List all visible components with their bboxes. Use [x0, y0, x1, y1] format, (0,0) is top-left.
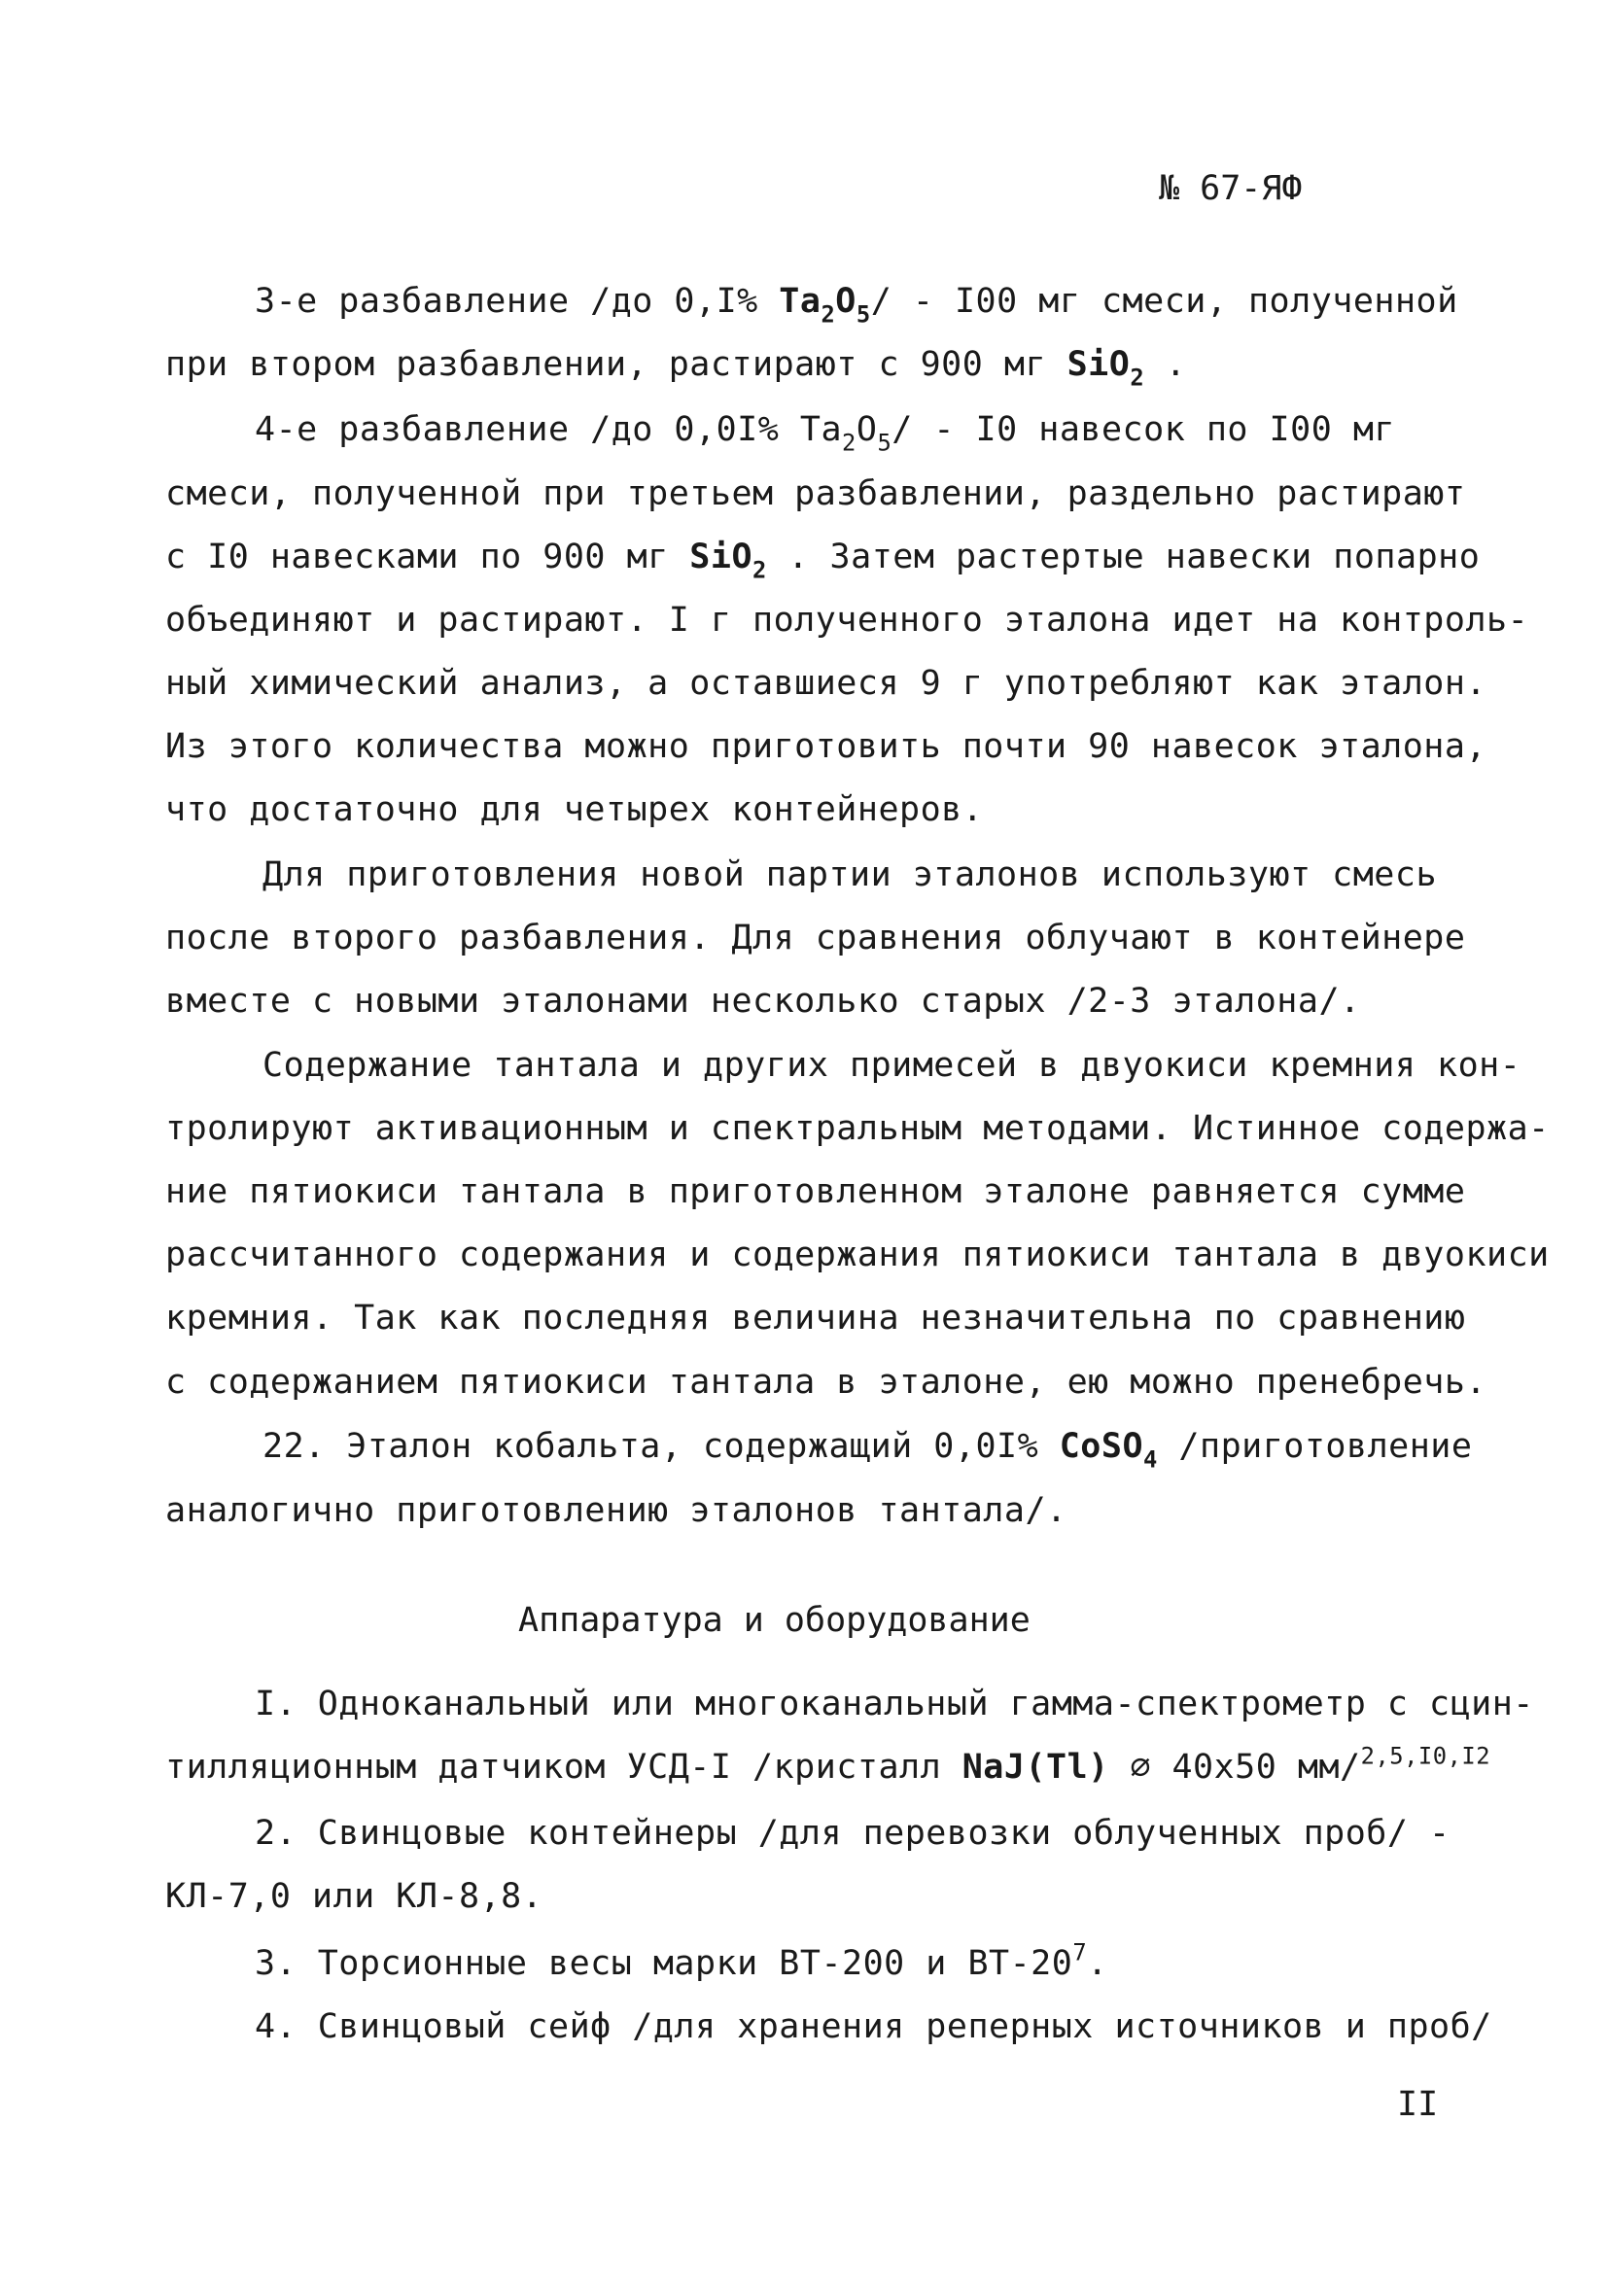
- paragraph-content-control-line-2: тролируют активационным и спектральным методами. Истинное содержа-: [165, 1109, 1550, 1148]
- paragraph-fourth-dilution-line-3: [165, 538, 1481, 584]
- paragraph-cobalt-standard-line-1: [262, 1427, 1473, 1474]
- equipment-item-2-line-2: КЛ-7,0 или КЛ-8,8.: [165, 1877, 543, 1916]
- section-heading: Аппаратура и оборудование: [518, 1601, 1031, 1640]
- document-number: № 67-ЯФ: [1159, 169, 1303, 208]
- text: . Затем растертые навески попарно: [766, 538, 1481, 576]
- text: при втором разбавлении, растирают с 900 мг: [165, 345, 1067, 384]
- text: 3-е разбавление /до 0,I%: [255, 282, 780, 321]
- formula-sio2: SiO$_2$: [689, 538, 767, 584]
- paragraph-content-control-line-4: рассчитанного содержания и содержания пятиокиси тантала в двуокиси: [165, 1235, 1550, 1274]
- paragraph-new-batch-line-3: вместе с новыми эталонами несколько старых /2-3 эталона/.: [165, 982, 1361, 1021]
- formula-naj-tl: NaJ(Tl): [961, 1748, 1109, 1787]
- text: .: [1144, 345, 1187, 384]
- formula-coso4: CoSO$_4$: [1059, 1427, 1158, 1474]
- formula-ta2o5: $Ta_2O_5$: [779, 282, 871, 329]
- paragraph-content-control-line-5: кремния. Так как последняя величина незначительна по сравнению: [165, 1299, 1466, 1338]
- paragraph-fourth-dilution-line-5: ный химический анализ, а оставшиеся 9 г употребляют как эталон.: [165, 664, 1487, 703]
- paragraph-fourth-dilution-line-4: объединяют и растирают. I г полученного эталона идет на контроль-: [165, 601, 1529, 640]
- reference-superscript: 7: [1072, 1938, 1088, 1966]
- paragraph-cobalt-standard-line-2: аналогично приготовлению эталонов тантала/.: [165, 1491, 1067, 1530]
- paragraph-content-control-line-3: ние пятиокиси тантала в приготовленном эталоне равняется сумме: [165, 1172, 1466, 1211]
- paragraph-new-batch-line-1: Для приготовления новой партии эталонов используют смесь: [262, 855, 1438, 894]
- text: /приготовление: [1157, 1427, 1473, 1466]
- paragraph-third-dilution-line-1: [255, 282, 1458, 329]
- text: 22. Эталон кобальта, содержащий 0,0I%: [262, 1427, 1060, 1466]
- paragraph-third-dilution-line-2: [165, 345, 1187, 392]
- paragraph-content-control-line-1: Содержание тантала и других примесей в двуокиси кремния кон-: [262, 1046, 1521, 1085]
- paragraph-fourth-dilution-line-7: что достаточно для четырех контейнеров.: [165, 790, 984, 829]
- paragraph-fourth-dilution-line-1: [255, 410, 1395, 457]
- formula-sio2: SiO$_2$: [1066, 345, 1145, 392]
- text: тилляционным датчиком УСД-I /кристалл: [165, 1748, 962, 1787]
- page-number: II: [1397, 2085, 1439, 2124]
- equipment-item-1-line-2: [165, 1742, 1491, 1787]
- equipment-item-1-line-1: I. Одноканальный или многоканальный гамма-спектрометр с сцин-: [255, 1685, 1534, 1723]
- paragraph-fourth-dilution-line-6: Из этого количества можно приготовить почти 90 навесок эталона,: [165, 727, 1487, 766]
- text: / - I00 мг смеси, полученной: [870, 282, 1458, 321]
- equipment-item-2-line-1: 2. Свинцовые контейнеры /для перевозки облученных проб/ -: [255, 1814, 1451, 1853]
- text: .: [1087, 1944, 1108, 1983]
- equipment-item-4: 4. Свинцовый сейф /для хранения реперных источников и проб/: [255, 2007, 1492, 2046]
- text: / - I0 навесок по I00 мг: [891, 410, 1395, 449]
- formula-ta2o5: $Ta_2O_5$: [799, 410, 892, 457]
- text: 3. Торсионные весы марки ВТ-200 и ВТ-20: [255, 1944, 1073, 1983]
- reference-superscript: 2,5,I0,I2: [1360, 1742, 1491, 1770]
- text: 4-е разбавление /до 0,0I%: [255, 410, 800, 449]
- paragraph-fourth-dilution-line-2: смеси, полученной при третьем разбавлении, раздельно растирают: [165, 474, 1466, 513]
- paragraph-new-batch-line-2: после второго разбавления. Для сравнения облучают в контейнере: [165, 919, 1466, 957]
- paragraph-content-control-line-6: с содержанием пятиокиси тантала в эталоне, ею можно пренебречь.: [165, 1363, 1487, 1402]
- equipment-item-3: [255, 1938, 1108, 1983]
- text: ⌀ 40x50 мм/: [1108, 1748, 1361, 1787]
- text: с I0 навесками по 900 мг: [165, 538, 690, 576]
